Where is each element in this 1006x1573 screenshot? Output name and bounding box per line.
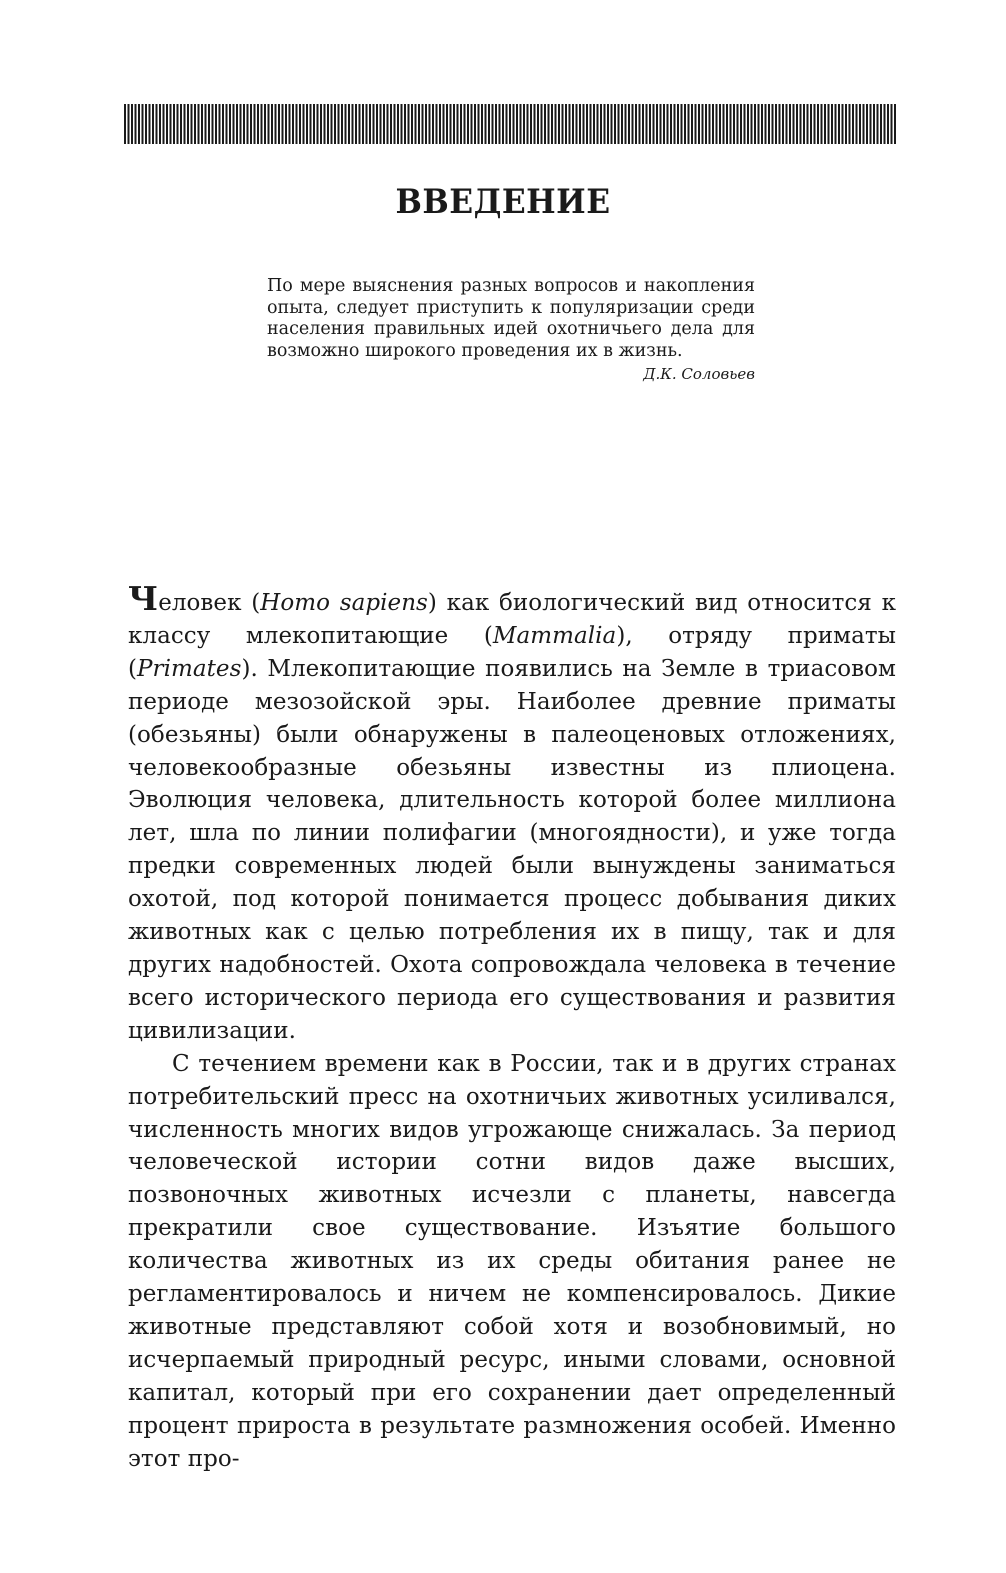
epigraph-text: По мере выяснения разных вопросов и накопления опыта, следует приступить к популяризации среди населения правильных идей охотничьего дела для возможно широкого проведения их в жизнь. xyxy=(267,276,755,361)
decorative-barcode-rule xyxy=(124,104,897,144)
epigraph-author: Д.К. Соловьев xyxy=(643,365,755,383)
latin-term: Mammalia xyxy=(492,622,617,649)
paragraph-1-segment: еловек ( xyxy=(158,590,261,616)
body-text xyxy=(128,579,896,1475)
paragraph-1-segment: ), отряду приматы ( xyxy=(128,622,896,682)
paragraph-2: С течением времени как в России, так и в других странах потребительский пресс на охотничьих животных усиливался, численность многих видов угрожающе снижалась. За период человеческой истории сотни видов даже высших, позвоночных животных исчезли с планеты, навсегда прекратили свое существование. Изъятие большого количества животных из их среды обитания ранее не регламентировалось и ничем не компенсировалось. Дикие животные представляют собой хотя и возобновимый, но исчерпаемый природный ресурс, иными словами, основной капитал, который при его сохранении дает определенный процент прироста в результате размножения особей. Именно этот про- xyxy=(128,1050,896,1472)
chapter-title: ВВЕДЕНИЕ xyxy=(395,182,611,222)
paragraph-1 xyxy=(128,579,896,1048)
latin-term: Primates xyxy=(137,655,242,682)
drop-cap: Ч xyxy=(128,579,159,618)
paragraph-1-segment: ). Млекопитающие появились на Земле в триасовом периоде мезозойской эры. Наиболее древние приматы (обезьяны) были обнаружены в палеоценовых отложениях, человекообразные обезьяны известны из плиоцена. Эволюция человека, длительность которой более миллиона лет, шла по линии полифагии (многоядности), и уже тогда предки современных людей были вынуждены заниматься охотой, под которой понимается процесс добывания диких животных как с целью потребления их в пищу, так и для других надобностей. Охота сопровождала человека в течение всего исторического периода его существования и развития цивилизации. xyxy=(128,655,896,1044)
latin-term: Homo sapiens xyxy=(260,590,428,616)
epigraph xyxy=(267,276,755,384)
paragraph-1-segment: ) как биологический вид относится к классу млекопитающие ( xyxy=(128,590,896,649)
